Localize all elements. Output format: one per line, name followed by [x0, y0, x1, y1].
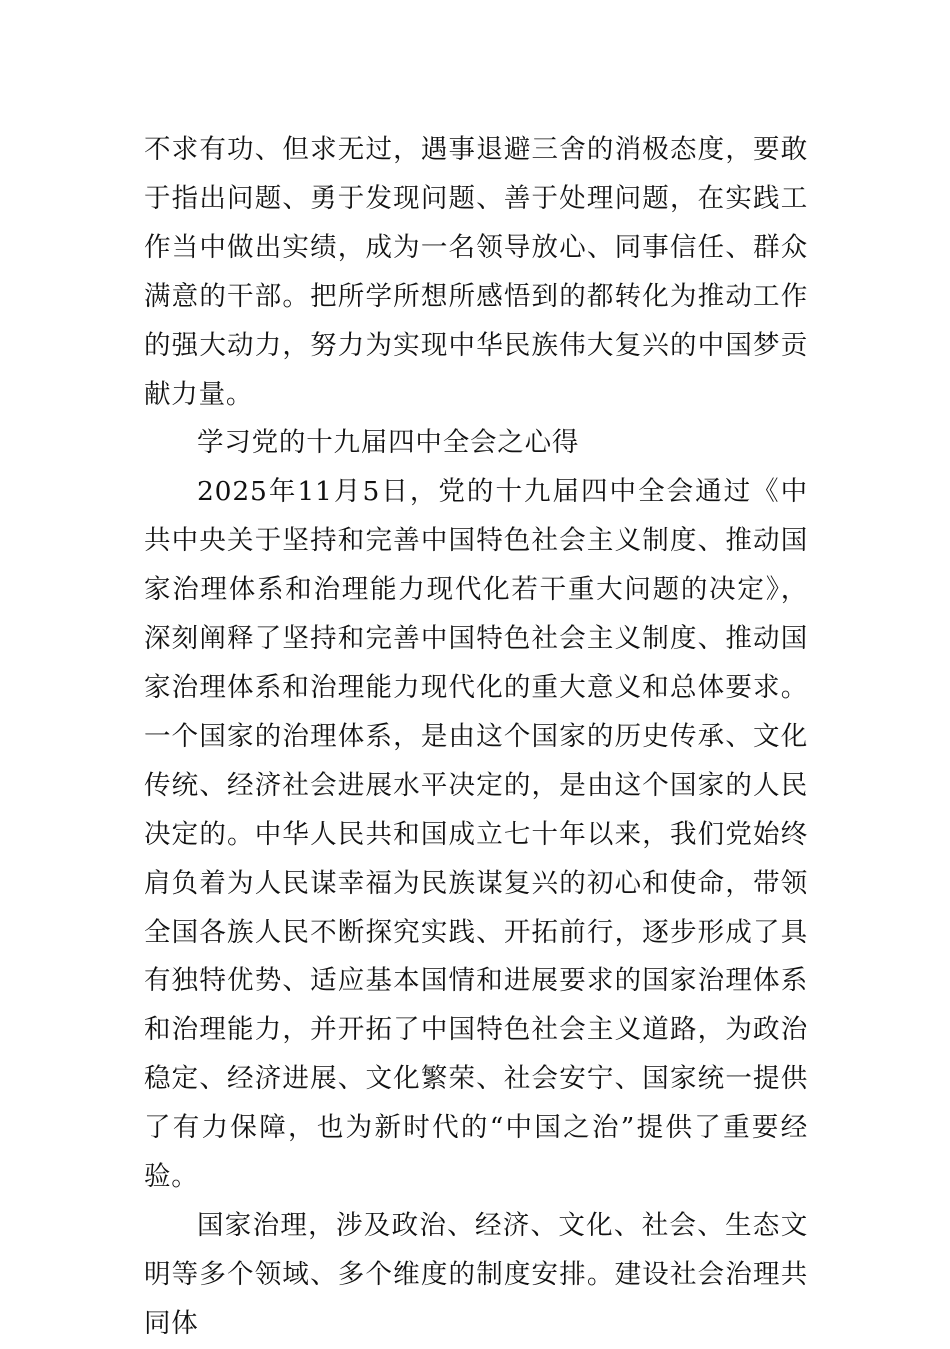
- paragraph-continued: 不求有功、但求无过，遇事退避三舍的消极态度，要敢于指出问题、勇于发现问题、善于处理问题，在实践工作当中做出实绩，成为一名领导放心、同事信任、群众满意的干部。把所学所想所感悟到的都转化为推动工作的强大动力，努力为实现中华民族伟大复兴的中国梦贡献力量。: [144, 134, 808, 410]
- paragraph-1: 2025年11月5日，党的十九届四中全会通过《中共中央关于坚持和完善中国特色社会主义制度、推动国家治理体系和治理能力现代化若干重大问题的决定》，深刻阐释了坚持和完善中国特色社会主义制度、推动国家治理体系和治理能力现代化的重大意义和总体要求。一个国家的治理体系，是由这个国家的历史传承、文化传统、经济社会进展水平决定的，是由这个国家的人民决定的。中华人民共和国成立七十年以来，我们党始终肩负着为人民谋幸福为民族谋复兴的初心和使命，带领全国各族人民不断探究实践、开拓前行，逐步形成了具有独特优势、适应基本国情和进展要求的国家治理体系和治理能力，并开拓了中国特色社会主义道路，为政治稳定、经济进展、文化繁荣、社会安宁、国家统一提供了有力保障，也为新时代的“中国之治”提供了重要经验。: [144, 476, 808, 1193]
- paragraph-2: 国家治理，涉及政治、经济、文化、社会、生态文明等多个领域、多个维度的制度安排。建设社会治理共同体: [144, 1209, 808, 1339]
- section-title: 学习党的十九届四中全会之心得: [197, 427, 580, 459]
- document-body: [144, 126, 808, 1349]
